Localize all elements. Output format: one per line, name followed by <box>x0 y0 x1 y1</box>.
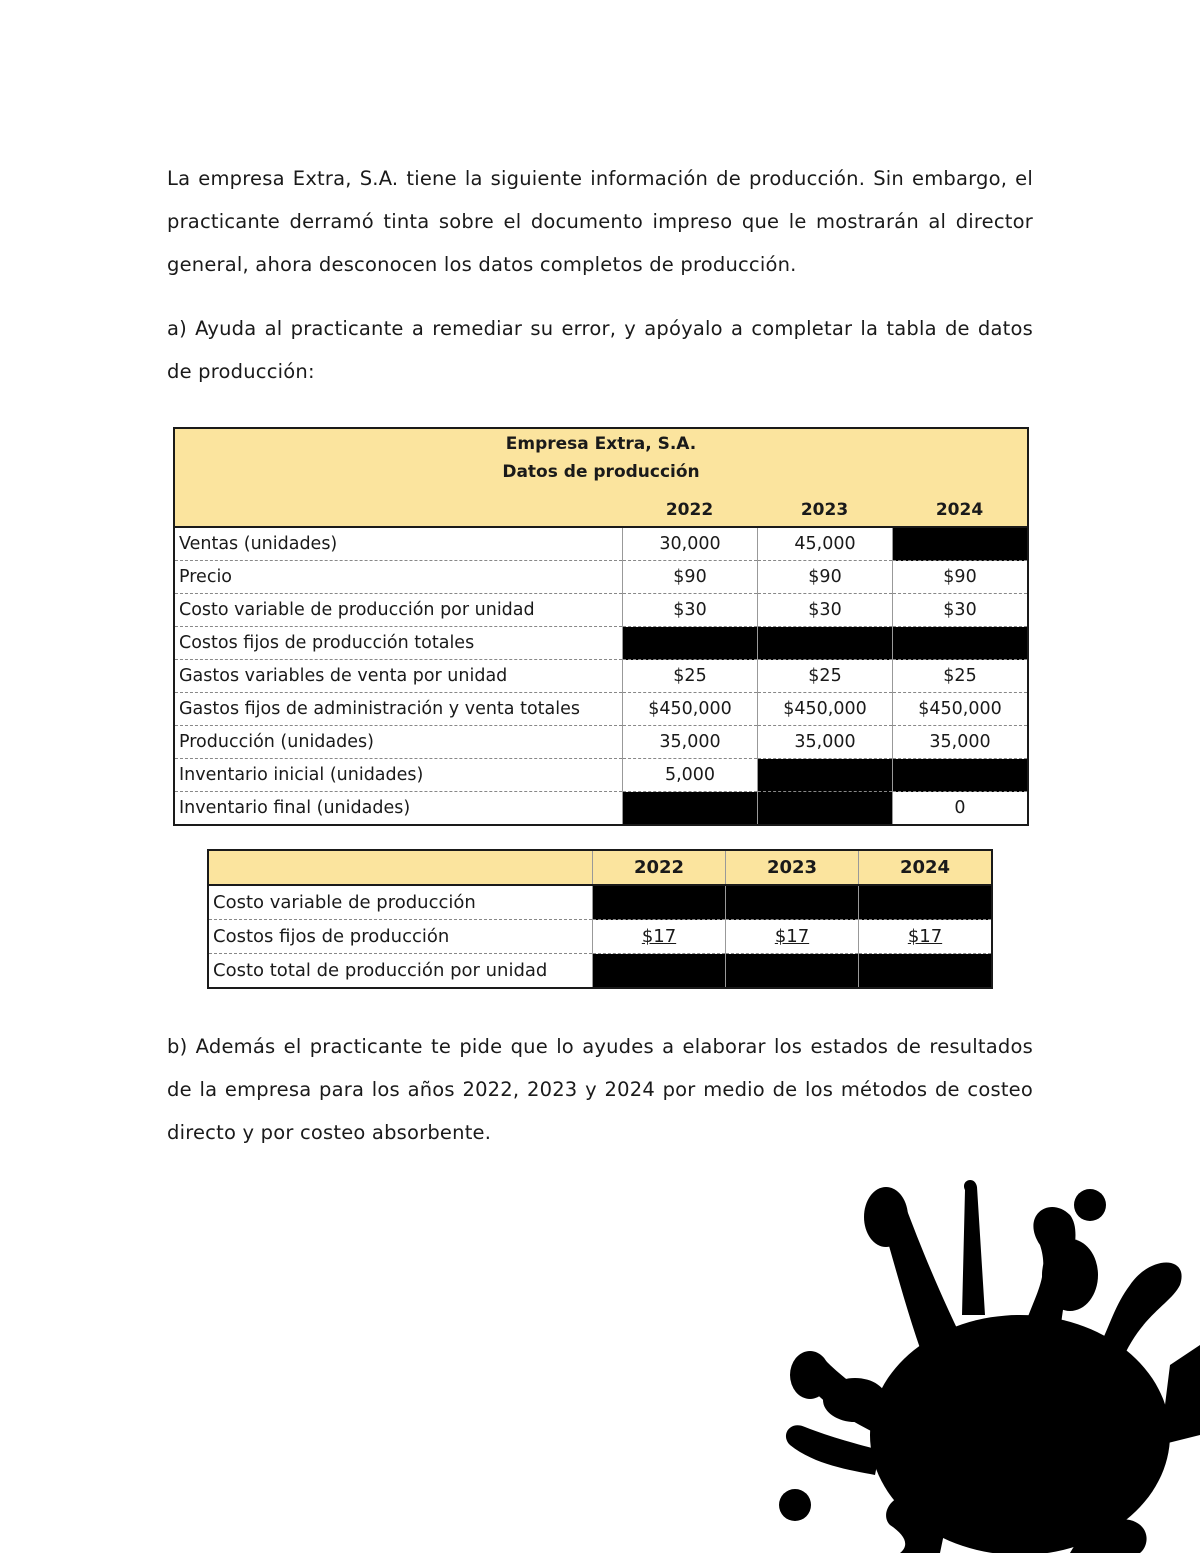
ink-blot-cell <box>893 759 1029 792</box>
table-row <box>174 792 1028 826</box>
row-label: Inventario inicial (unidades) <box>174 759 623 792</box>
table-row <box>174 726 1028 759</box>
cell-value: $450,000 <box>758 693 893 726</box>
cell-value: $90 <box>623 561 758 594</box>
cell-value: $30 <box>758 594 893 627</box>
cell-value: $25 <box>893 660 1029 693</box>
year-header-2024: 2024 <box>859 850 993 885</box>
company-name: Empresa Extra, S.A. <box>505 434 697 454</box>
ink-blot-cell <box>758 627 893 660</box>
row-label: Costo total de producción por unidad <box>213 960 548 981</box>
ink-blot-cell <box>593 885 726 920</box>
table-header <box>174 428 1028 527</box>
cell-value: $17 <box>593 920 726 954</box>
year-header-2023: 2023 <box>800 500 849 520</box>
table-row <box>208 885 992 920</box>
cell-value: $17 <box>726 920 859 954</box>
cell-value: $17 <box>859 920 993 954</box>
cell-value: 35,000 <box>893 726 1029 759</box>
cell-value: 35,000 <box>758 726 893 759</box>
table-row <box>174 693 1028 726</box>
intro-paragraph: La empresa Extra, S.A. tiene la siguiente información de producción. Sin embargo, el practicante derramó tinta sobre el documento impreso que le mostrarán al director general, ahora desconocen los datos completos de producción. <box>167 167 1033 276</box>
ink-blot-cell <box>726 885 859 920</box>
ink-blot-cell <box>859 954 993 989</box>
table-row <box>174 527 1028 561</box>
row-label: Producción (unidades) <box>174 726 623 759</box>
ink-blot-cell <box>623 627 758 660</box>
row-label: Precio <box>174 561 623 594</box>
cell-value: 45,000 <box>758 527 893 561</box>
table-row <box>174 627 1028 660</box>
ink-blot-cell <box>758 792 893 826</box>
table-row <box>174 759 1028 792</box>
table-header-row <box>208 850 992 885</box>
table-row <box>174 594 1028 627</box>
row-label: Gastos variables de venta por unidad <box>174 660 623 693</box>
ink-blot-cell <box>893 527 1029 561</box>
row-label: Costo variable de producción por unidad <box>174 594 623 627</box>
row-label: Inventario final (unidades) <box>179 798 411 818</box>
row-label: Costos fijos de producción totales <box>174 627 623 660</box>
unit-cost-table <box>207 849 993 989</box>
row-label: Gastos fijos de administración y venta totales <box>174 693 623 726</box>
cell-value: 30,000 <box>623 527 758 561</box>
row-label: Costos fijos de producción <box>208 920 593 954</box>
cell-value: $450,000 <box>623 693 758 726</box>
empty-header-cell <box>208 850 593 885</box>
cell-value: $25 <box>758 660 893 693</box>
table-row <box>208 920 992 954</box>
cell-value: $450,000 <box>893 693 1029 726</box>
question-b: b) Además el practicante te pide que lo ayudes a elaborar los estados de resultados de la empresa para los años 2022, 2023 y 2024 por medio de los métodos de costeo directo y por costeo absorbente. <box>167 1035 1033 1144</box>
cell-value: 35,000 <box>623 726 758 759</box>
cell-value: $90 <box>893 561 1029 594</box>
production-data-table <box>173 427 1029 826</box>
ink-blot-cell <box>623 792 758 826</box>
year-header-2022: 2022 <box>593 850 726 885</box>
table-row <box>174 660 1028 693</box>
table-subtitle: Datos de producción <box>502 462 700 482</box>
year-header-2023: 2023 <box>726 850 859 885</box>
ink-blot-cell <box>859 885 993 920</box>
question-a: a) Ayuda al practicante a remediar su error, y apóyalo a completar la tabla de datos de producción: <box>167 317 1033 383</box>
table-row <box>174 561 1028 594</box>
ink-blot-cell <box>593 954 726 989</box>
year-header-2024: 2024 <box>935 500 984 520</box>
ink-splat-image <box>770 1175 1200 1553</box>
ink-blot-cell <box>726 954 859 989</box>
cell-value: $30 <box>623 594 758 627</box>
cell-value: $90 <box>758 561 893 594</box>
cell-value: 5,000 <box>623 759 758 792</box>
ink-blot-cell <box>893 627 1029 660</box>
row-label: Costo variable de producción <box>208 885 593 920</box>
row-label: Ventas (unidades) <box>174 527 623 561</box>
year-header-2022: 2022 <box>665 500 714 520</box>
cell-value: $25 <box>623 660 758 693</box>
table-row <box>208 954 992 989</box>
ink-blot-cell <box>758 759 893 792</box>
cell-value: 0 <box>893 792 1029 826</box>
cell-value: $30 <box>893 594 1029 627</box>
